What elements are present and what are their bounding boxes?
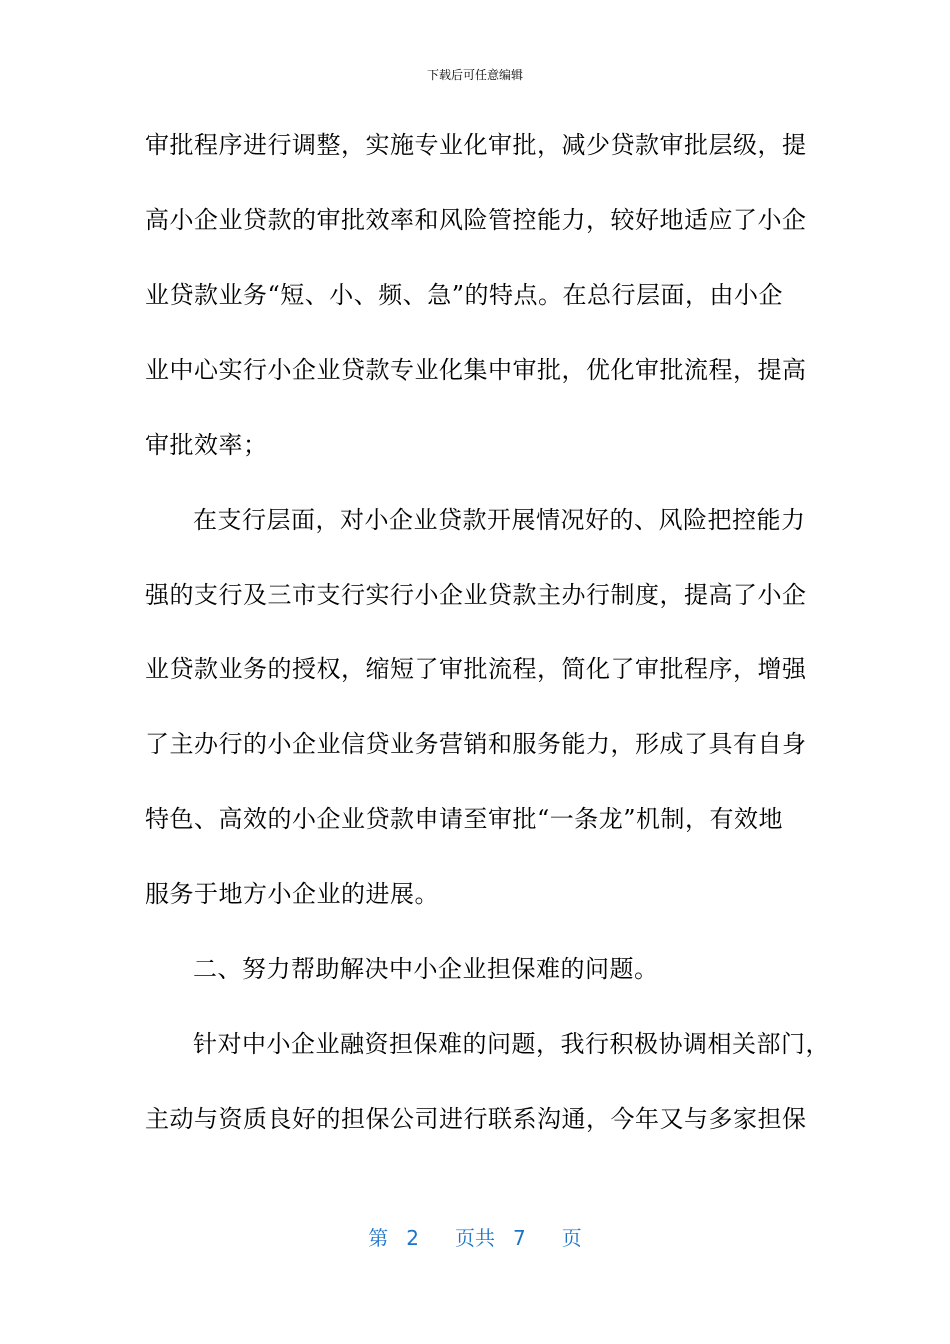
text-line: 主动与资质良好的担保公司进行联系沟通，今年又与多家担保 xyxy=(145,1105,807,1133)
text-line: 高小企业贷款的审批效率和风险管控能力，较好地适应了小企 xyxy=(145,206,807,234)
text-line: 服务于地方小企业的进展。 xyxy=(145,880,439,908)
text-line: 审批效率； xyxy=(145,431,268,459)
text-line: 业贷款业务的授权，缩短了审批流程，简化了审批程序，增强 xyxy=(145,655,807,683)
page-footer xyxy=(0,1224,950,1252)
header-note: 下载后可任意编辑 xyxy=(426,68,523,82)
footer-prefix: 第 xyxy=(368,1226,389,1250)
text-line: 业中心实行小企业贷款专业化集中审批，优化审批流程，提高 xyxy=(145,356,807,384)
section-heading: 二、努力帮助解决中小企业担保难的问题。 xyxy=(193,955,659,983)
text-line: 特色、高效的小企业贷款申请至审批“一条龙”机制，有效地 xyxy=(145,805,784,833)
footer-suffix: 页 xyxy=(561,1226,582,1250)
footer-middle: 页共 xyxy=(455,1226,495,1250)
text-line: 在支行层面，对小企业贷款开展情况好的、风险把控能力 xyxy=(193,506,806,534)
text-line: 强的支行及三市支行实行小企业贷款主办行制度，提高了小企 xyxy=(145,581,807,609)
text-line: 业贷款业务“短、小、频、急”的特点。在总行层面，由小企 xyxy=(145,281,784,309)
text-line: 了主办行的小企业信贷业务营销和服务能力，形成了具有自身 xyxy=(145,730,807,758)
text-line: 审批程序进行调整，实施专业化审批，减少贷款审批层级，提 xyxy=(145,131,807,159)
total-pages-number: 7 xyxy=(513,1226,526,1250)
text-line: 针对中小企业融资担保难的问题，我行积极协调相关部门， xyxy=(193,1030,830,1058)
current-page-number: 2 xyxy=(406,1226,419,1250)
